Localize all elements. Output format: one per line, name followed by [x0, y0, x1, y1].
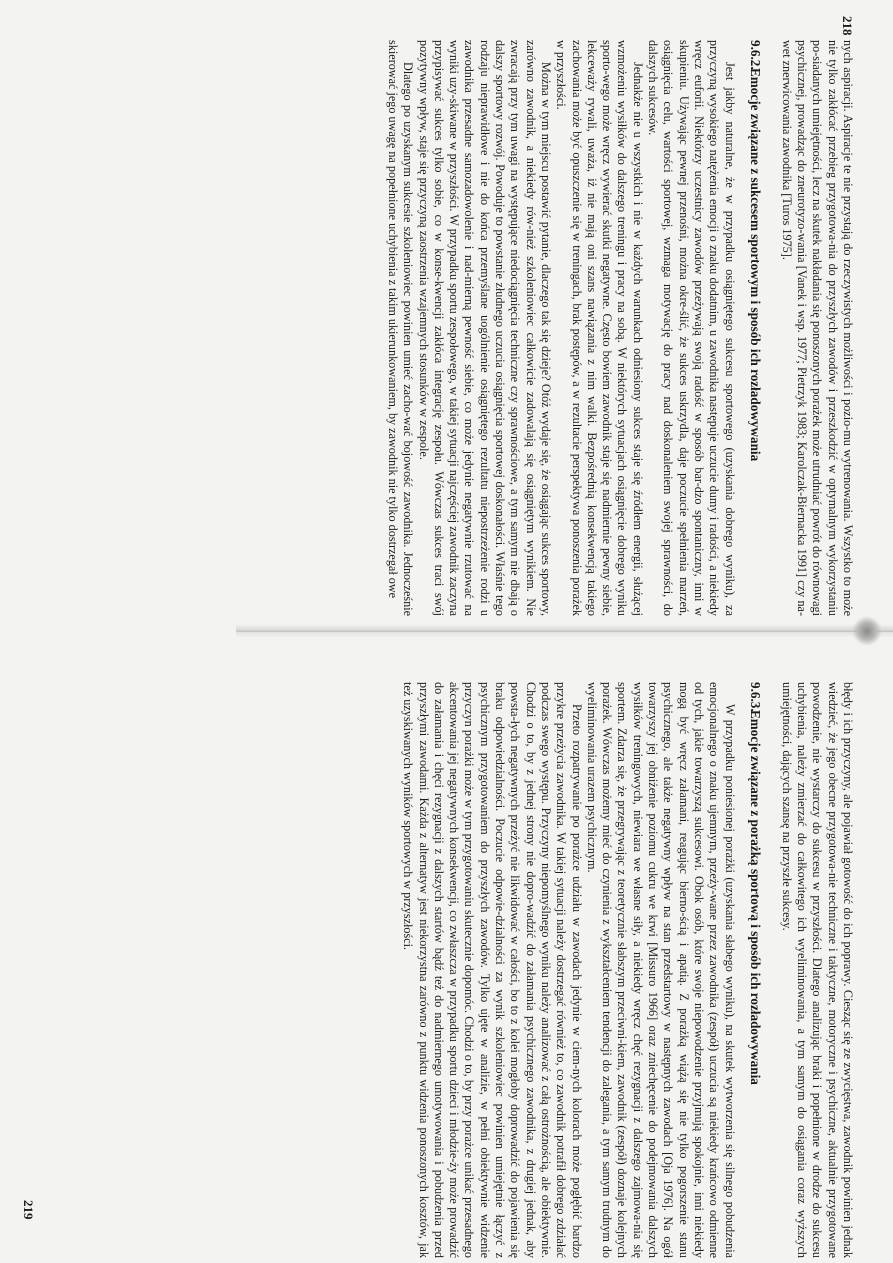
paragraph: Przeto rozpatrywanie po porażce udziału w zawodach jedynie w ciem-nych kolorach może pogłębić bardzo przykre przeżycia zawodnika. W takiej sytuacji należy dostrzegać również to, co zawodnik potrafił dobrego zdziałać podczas swego występu. Przyczyny niepomyślnego wyniku należy analizować z całą ostrożnością, ale obiektywnie. Chodzi o to, by z jednej strony nie dopro-wadzić do załamania psychicznego zawodnika, z drugiej jednak, aby powsta-łych negatywnych przeżyć nie likwidować w całości, bo to z kolei mogłoby doprowadzić do pojawienia się braku odpowiedzialności. Poczucie odpowie-dzialności za wynik szkoleniowiec powinien umiejętnie łączyć z psychicznym przygotowaniem do przyszłych zawodów. Tylko ujęte w analizie, w pełni obiektywnie widzenie przyczyn porażki może w tym przygotowaniu skutecznie dopomóc. Chodzi o to, by przy porażce unikać przesadnego akcentowania jej negatywnych konsekwencji, co zwłaszcza w przypadku sportu dzieci i młodzie-ży może prowadzić do załamania i chęci rezygnacji z dalszych startów bądź też do nadmiernego umotywowania i pobudzenia przed przyszłymi zawodami. Każda z alternatyw jest niekorzystna zarówno z punktu widzenia ponoszonych kosztów, jak też uzyskiwanych wyników sportowych w przyszłości.	[401, 682, 584, 1258]
page-218-body	[385, 40, 855, 616]
section-title: Emocje związane z sukcesem sportowym i sposób ich rozładowywania	[747, 68, 763, 462]
scan-smudge	[852, 616, 882, 646]
paragraph: Jest jakby naturalne, że w przypadku osiągniętego sukcesu sportowego (uzyskania dobrego wyniku), za przyczyną wysokiego natężenia emocji o znaku dodatnim, u zawodnika następuje uczucie dumy i radości, a niekiedy wręcz euforii. Niektórzy uczestnicy zawodów przeżywają swoją radość w sposób bar-dzo spontaniczny, inni w skupieniu. Używając pewnej przenośni, można okre-ślić, że sukces uskrzydla, daje poczucie spełnienia marzeń, osiągnięcia celu, wartości sportowej, wzmaga motywację do pracy nad doskonaleniem swojej sprawności, do dalszych sukcesów.	[646, 40, 737, 616]
paragraph: Dlatego po uzyskanym sukcesie szkoleniowiec powinien umieć zacho-wać bojowość zawodnika. Jednocześnie skierować jego uwagę na popełnione uchybienia z takim ukierunkowaniem, by zawodnik nie tylko dostrzegał owe	[385, 40, 416, 616]
paragraph: Jednakże nie u wszystkich i nie w każdych warunkach odniesiony sukces staje się źródłem energii, służącej wzmożeniu wysiłków do dalszego treningu i pracy na sobą. W niektórych sytuacjach osiągnięcie dobrego wyniku sporto-wego może wręcz wywierać skutki negatywne. Często bowiem zawodnik staje się nadmiernie pewny siebie, lekceważy rywali, uważa, iż nie mają oni szans nawiązania z nim walki. Bezpośrednią konsekwencją takiego zachowania może być opuszczenie się w treningach, brak postępów, a w rezultacie perspektywa ponoszenia porażek w przyszłości.	[554, 40, 645, 616]
section-heading-9-6-2	[747, 40, 763, 616]
section-number: 9.6.2.	[747, 40, 763, 70]
section-heading-9-6-3	[747, 682, 763, 1258]
section-number: 9.6.3.	[747, 682, 763, 712]
intro-paragraph: nych aspiracji. Aspiracje te nie przystają do rzeczywistych możliwości i pozio-mu wytrenowania. Wszystko to może nie tylko zakłócać przebieg przygotowa-nia do przyszłych zawodów i przeszkodzić w optymalnym wykorzystaniu po-siadanych umiejętności, lecz na skutek nakładania się ponoszonych porażek może utrudniać powrót do równowagi psychicznej, prowadząc do zneurotyzo-wania [Vanek i wsp. 1977; Pietrzyk 1983; Karolczak-Biernacka 1991] czy na-wet znerwicowania zawodnika [Turos 1975].	[779, 40, 855, 617]
page-219	[35, 658, 855, 1258]
page-number: 218	[840, 16, 855, 36]
paragraph: Można w tym miejscu postawić pytanie, dlaczego tak się dzieje? Otóż wydaje się, że osiągając sukces sportowy, zarówno zawodnik, a niekiedy rów-nież szkoleniowiec całkowicie zadowalają się osiągniętym wynikiem. Nie zwracają przy tym uwagi na występujące niedociągnięcia techniczne czy sprawnościowe, a tym samym nie dbają o dalszy sportowy rozwój. Powoduje to powstanie złudnego uczucia osiągnięcia sportowej doskonałości. Właśnie tego rodzaju nieprawidłowe i nie do końca przemyślane uogólnienie osiągniętego rezultatu niepostrzeżenie rodzi u zawodnika przesadne samozadowolenie i nad-mierną pewność siebie, co może jedynie negatywnie rzutować na wyniki uzy-skiwane w przyszłości. W przypadku sportu zespołowego, w takiej sytuacji najczęściej zawodnik zaczyna przypisywać sukces tylko sobie, co w konse-kwencji zakłóca integrację zespołu. Wówczas sukces traci swój pozytywny wpływ, staje się przyczyną zaostrzenia wzajemnych stosunków w zespole.	[416, 40, 553, 616]
paragraph: W przypadku poniesionej porażki (uzyskania słabego wyniku), na skutek wytworzenia się silnego pobudzenia emocjonalnego o znaku ujemnym, przeży-wane przez zawodnika (zespół) uczucia są niekiedy krańcowo odmienne od tych, jakie towarzyszą sukcesowi. Obok osób, które swoje niepowodzenie przyjmują spokojnie, inni niekiedy mogą być wręcz załamani, reagując bierno-ścią i apatią. Z porażką wiążą się nie tylko pogorszenie stanu psychicznego, ale także negatywny wpływ na stan przedstartowy w następnych zawodach [Oja 1976]. Na ogół towarzyszy jej obniżenie poziomu cukru we krwi [Missuro 1966] oraz zniechęcenie do podejmowania dalszych wysiłków treningowych, niewiara we własne siły, a niekiedy wręcz chęć rezygnacji z dalszego zajmowa-nia się sportem. Zdarza się, że przegrywając z teoretycznie słabszym przeciwni-kiem, zawodnik (zespół) doznaje kolejnych porażek. Wówczas możemy mieć do czynienia z wykształceniem tendencji do zalegania, a tym samym trudnym do wyeliminowania urazem psychicznym.	[584, 682, 737, 1258]
page-218	[35, 16, 855, 616]
page-fold-shadow	[236, 624, 893, 638]
section-title: Emocje związane z porażką sportową i sposób ich rozładowywania	[747, 710, 763, 1085]
intro-paragraph: błędy i ich przyczyny, ale pojawiał gotowość do ich poprawy. Ciesząc się ze zwycięstwa, zawodnik powinien jednak wiedzieć, że jego obecne przygotowa-nie techniczne i taktyczne, motoryczne i psychiczne, aktualnie przygotowane powodzenie, nie wystarczy do sukcesu w przyszłości. Dlatego analizując braki i popełnione w drodze do sukcesu uchybienia, należy zmierzać do całkowitego ich wyeliminowania, a tym samym do osiągania coraz wyższych umiejętności, dających szansę na przyszłe sukcesy.	[779, 682, 855, 1258]
page-number-219: 219	[21, 1200, 36, 1220]
page-219-body	[400, 682, 855, 1258]
